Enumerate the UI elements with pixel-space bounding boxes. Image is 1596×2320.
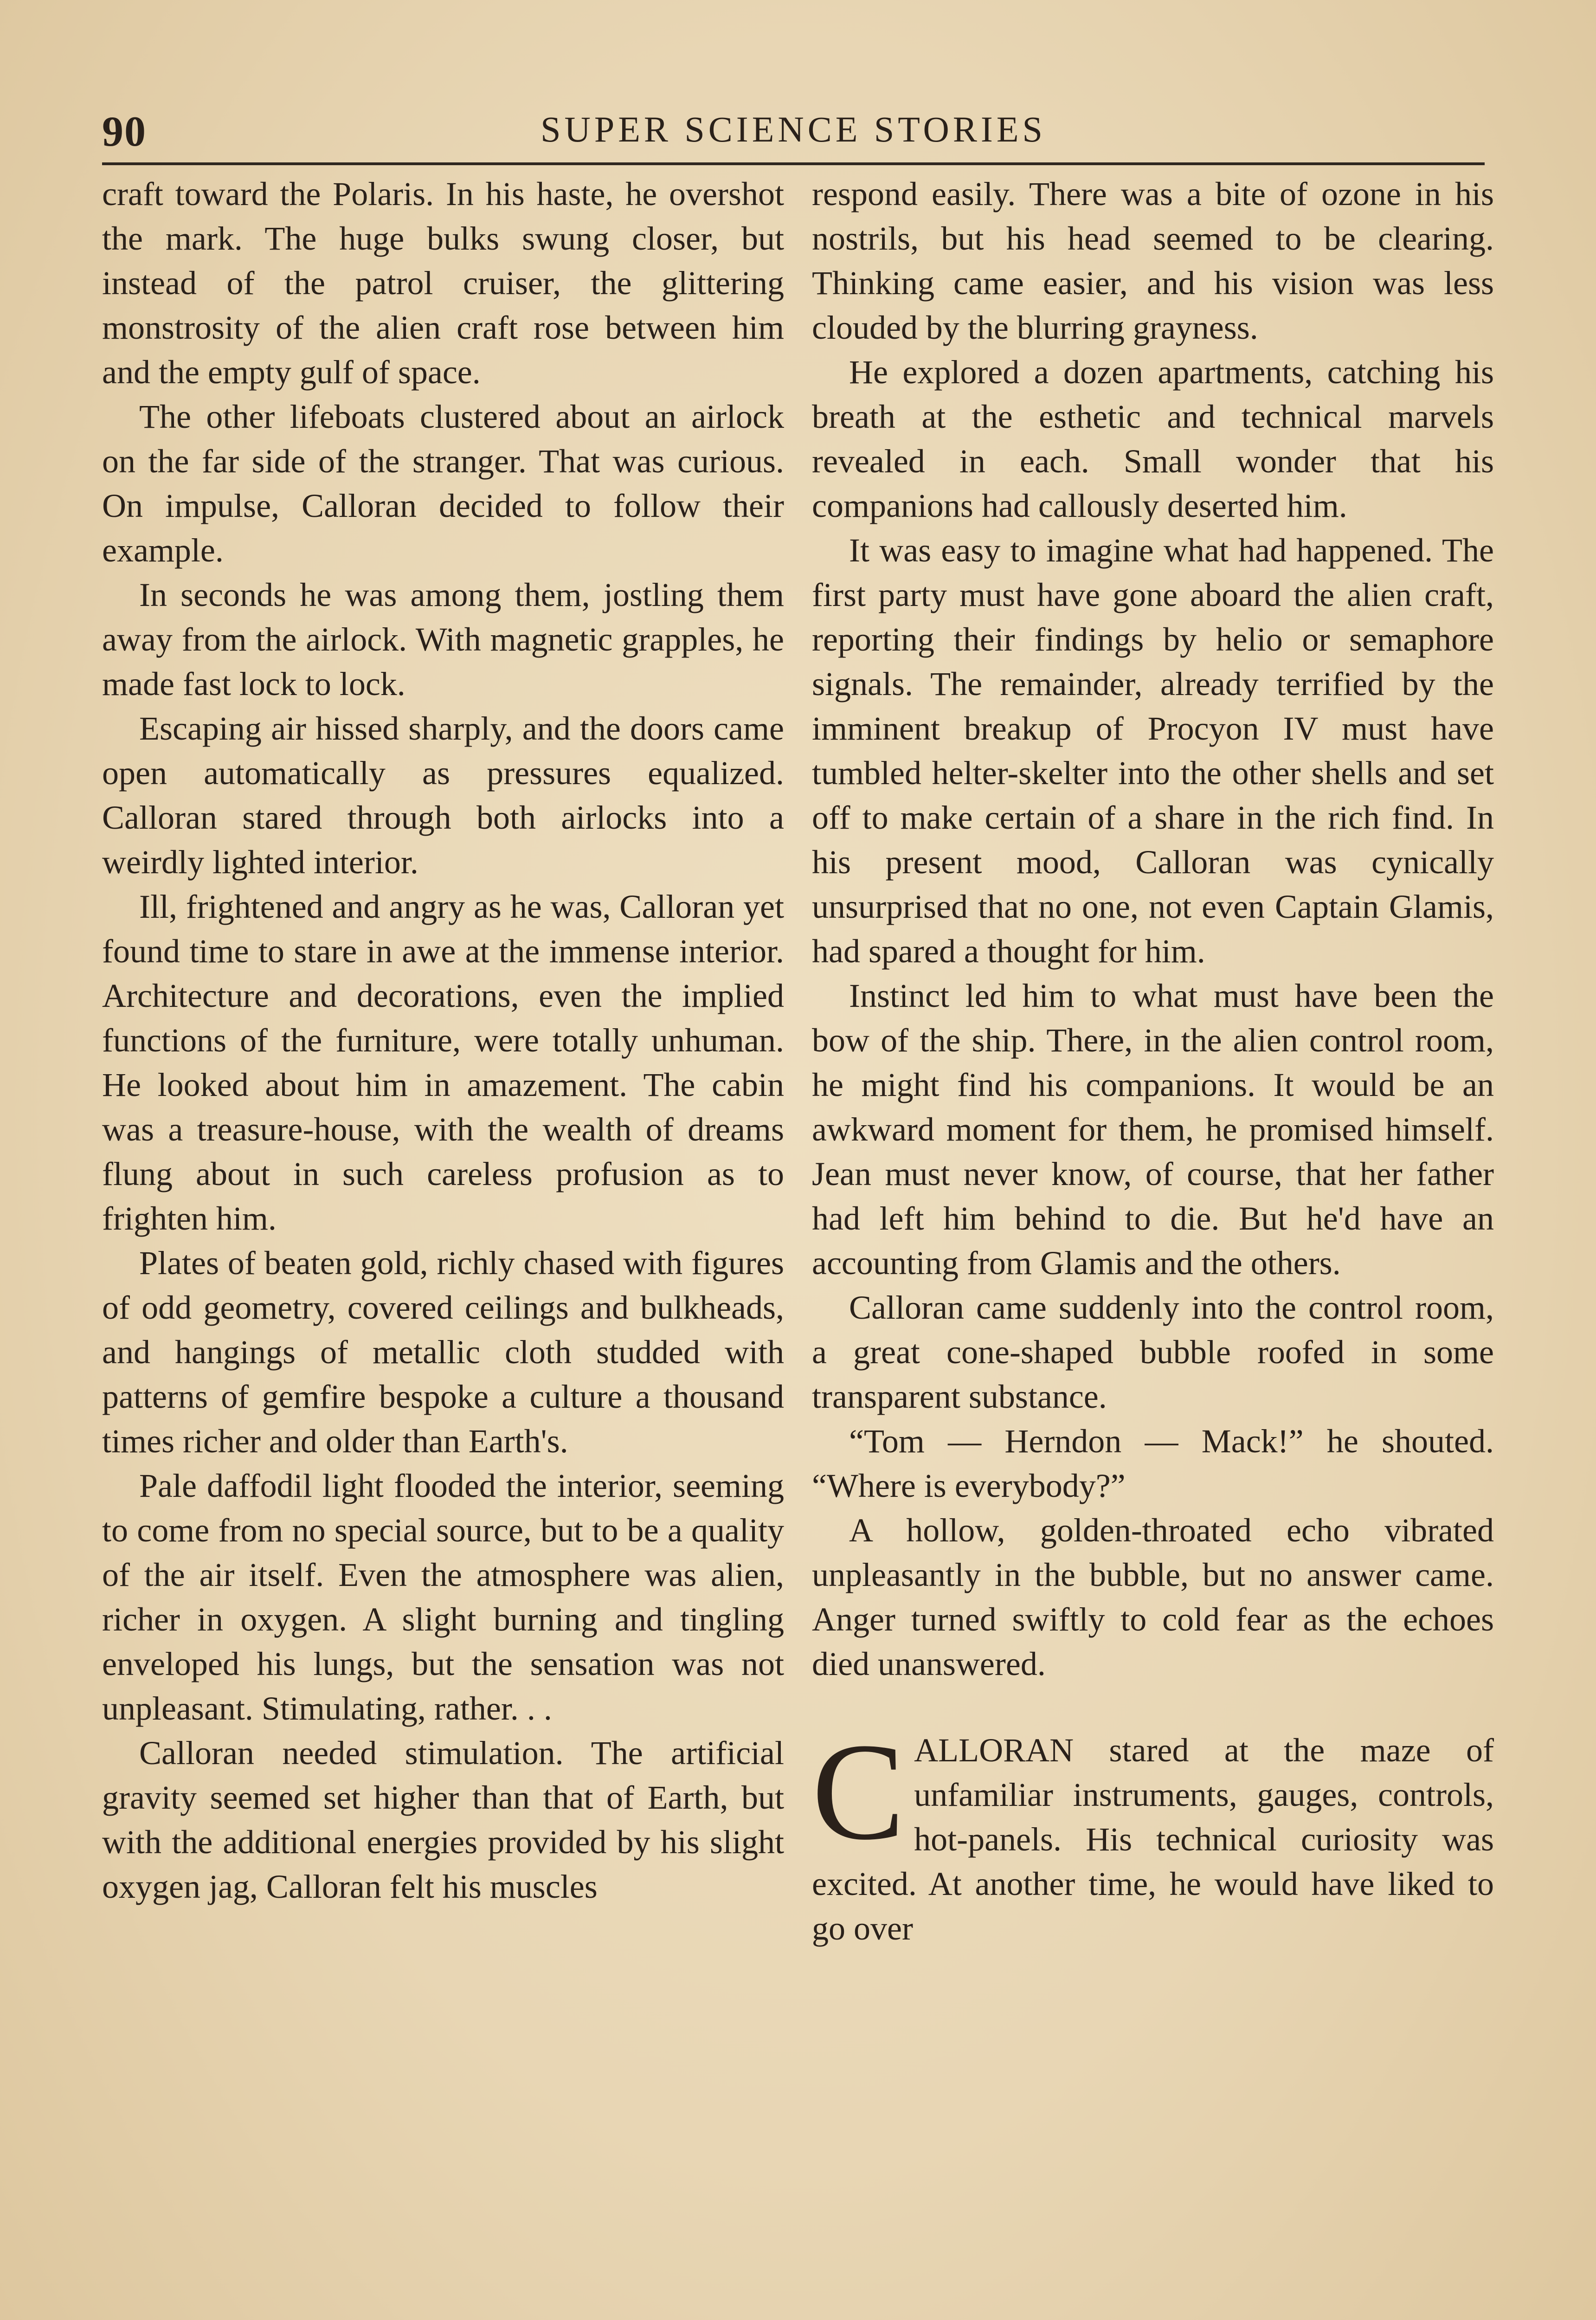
paragraph: Instinct led him to what must have been the bow of the ship. There, in the alien control room, he might find his companions. It would be an awkward moment for them, he promised himself. Jean must never know, of course, that her father had left him behind to die. But he'd have an accounting from Glamis and the others.	[812, 977, 1494, 1282]
paragraph: Calloran came suddenly into the control room, a great cone-shaped bubble roofed in some transparent substance.	[812, 1289, 1494, 1415]
page-number: 90	[102, 108, 147, 155]
paragraph: craft toward the Polaris. In his haste, he overshot the mark. The huge bulks swung closer, but instead of the patrol cruiser, the glittering monstrosity of the alien craft rose between him and the empty gulf of space.	[102, 175, 784, 391]
paragraph: Calloran needed stimulation. The artificial gravity seemed set higher than that of Earth, but with the additional energies provided by his slight oxygen jag, Calloran felt his muscles	[102, 1734, 784, 1905]
running-head: SUPER SCIENCE STORIES	[541, 109, 1046, 149]
paragraph: The other lifeboats clustered about an airlock on the far side of the stranger. That was curious. On impulse, Calloran decided to follow their example.	[102, 398, 784, 569]
section-start-paragraph	[812, 1714, 1494, 1951]
paragraph: It was easy to imagine what had happened. The first party must have gone aboard the alien craft, reporting their findings by helio or semaphore signals. The remainder, already terrified by the imminent breakup of Procyon IV must have tumbled helter-skelter into the other shells and set off to make certain of a share in the rich find. In his present mood, Calloran was cynically unsurprised that no one, not even Captain Glamis, had spared a thought for him.	[812, 532, 1494, 970]
paragraph: Plates of beaten gold, richly chased with figures of odd geometry, covered ceilings and bulkheads, and hangings of metallic cloth studded with patterns of gemfire bespoke a culture a thousand times richer and older than Earth's.	[102, 1244, 784, 1460]
drop-cap: C	[812, 1714, 905, 1869]
page-header	[102, 102, 1485, 165]
text-columns	[102, 172, 1494, 2320]
paragraph: Escaping air hissed sharply, and the doors came open automatically as pressures equalized. Calloran stared through both airlocks into a weirdly lighted interior.	[102, 710, 784, 881]
paragraph: A hollow, golden-throated echo vibrated unpleasantly in the bubble, but no answer came. Anger turned swiftly to cold fear as the echoes died unanswered.	[812, 1512, 1494, 1682]
right-column	[812, 172, 1494, 2320]
left-column	[102, 172, 784, 2320]
section-start-text: ALLORAN stared at the maze of unfamiliar instruments, gauges, controls, hot-panels. His technical curiosity was excited. At another time, he would have liked to go over	[812, 1732, 1494, 1947]
paragraph: He explored a dozen apartments, catching his breath at the esthetic and technical marvels revealed in each. Small wonder that his companions had callously deserted him.	[812, 354, 1494, 524]
paragraph: Ill, frightened and angry as he was, Calloran yet found time to stare in awe at the immense interior. Architecture and decorations, even the implied functions of the furniture, were totally unhuman. He looked about him in amazement. The cabin was a treasure-house, with the wealth of dreams flung about in such careless profusion as to frighten him.	[102, 888, 784, 1237]
paragraph: In seconds he was among them, jostling them away from the airlock. With magnetic grapples, he made fast lock to lock.	[102, 576, 784, 702]
paragraph: respond easily. There was a bite of ozone in his nostrils, but his head seemed to be clearing. Thinking came easier, and his vision was less clouded by the blurring grayness.	[812, 175, 1494, 346]
paragraph: “Tom — Herndon — Mack!” he shouted. “Where is everybody?”	[812, 1423, 1494, 1504]
paragraph: Pale daffodil light flooded the interior, seeming to come from no special source, but to be a quality of the air itself. Even the atmosphere was alien, richer in oxygen. A slight burning and tingling enveloped his lungs, but the sensation was not unpleasant. Stimulating, rather. . .	[102, 1467, 784, 1727]
